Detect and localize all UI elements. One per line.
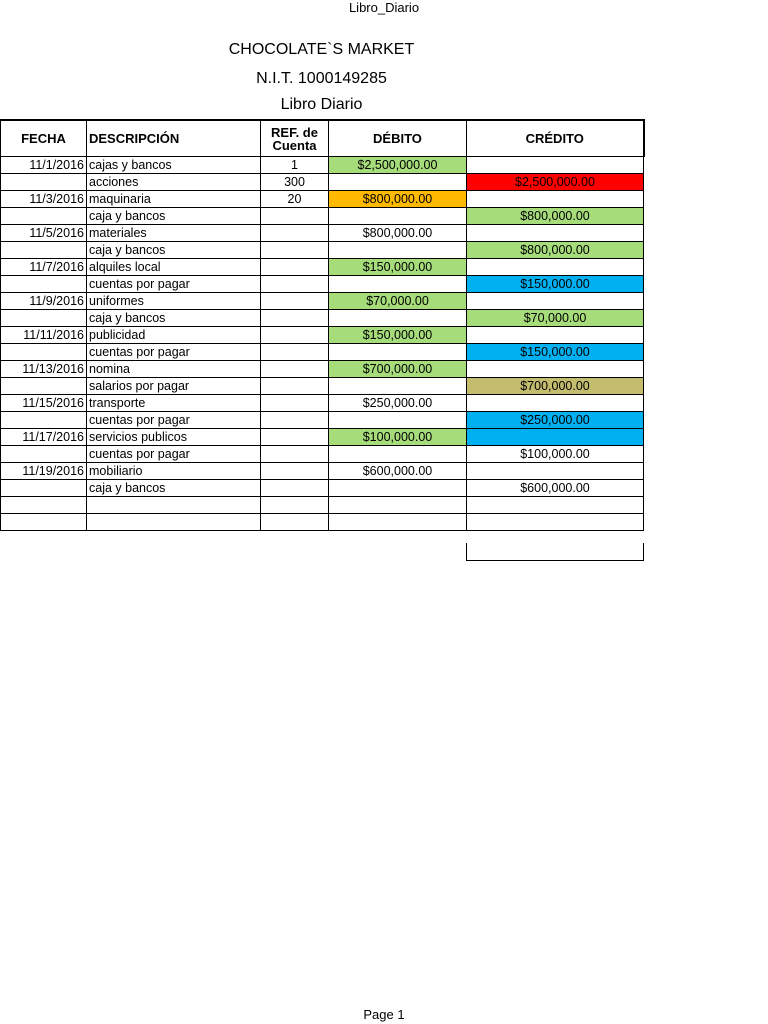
cell-fecha xyxy=(1,514,87,531)
table-row xyxy=(1,395,644,412)
cell-descripcion: cuentas por pagar xyxy=(87,344,261,361)
cell-credito: $150,000.00 xyxy=(467,276,644,293)
journal-table xyxy=(0,119,645,531)
cell-descripcion: cajas y bancos xyxy=(87,157,261,174)
header-ref-line2: Cuenta xyxy=(272,137,317,153)
cell-fecha: 11/17/2016 xyxy=(1,429,87,446)
cell-ref xyxy=(261,242,329,259)
cell-credito xyxy=(467,293,644,310)
cell-fecha: 11/1/2016 xyxy=(1,157,87,174)
table-row xyxy=(1,242,644,259)
cell-debito xyxy=(329,412,467,429)
cell-fecha xyxy=(1,480,87,497)
cell-debito: $150,000.00 xyxy=(329,327,467,344)
cell-descripcion: cuentas por pagar xyxy=(87,446,261,463)
cell-ref xyxy=(261,514,329,531)
cell-credito xyxy=(467,497,644,514)
cell-credito xyxy=(467,395,644,412)
cell-debito xyxy=(329,208,467,225)
cell-credito xyxy=(467,514,644,531)
cell-descripcion: maquinaria xyxy=(87,191,261,208)
cell-fecha: 11/3/2016 xyxy=(1,191,87,208)
table-row xyxy=(1,276,644,293)
cell-descripcion xyxy=(87,514,261,531)
cell-debito xyxy=(329,174,467,191)
cell-credito xyxy=(467,429,644,446)
header-ref-cuenta xyxy=(261,120,329,157)
cell-debito xyxy=(329,446,467,463)
table-row xyxy=(1,480,644,497)
cell-credito: $2,500,000.00 xyxy=(467,174,644,191)
cell-ref xyxy=(261,378,329,395)
cell-ref xyxy=(261,225,329,242)
cell-descripcion: alquiles local xyxy=(87,259,261,276)
cell-fecha xyxy=(1,344,87,361)
cell-descripcion: publicidad xyxy=(87,327,261,344)
table-row xyxy=(1,463,644,480)
table-row xyxy=(1,327,644,344)
cell-debito xyxy=(329,514,467,531)
cell-ref xyxy=(261,463,329,480)
cell-ref xyxy=(261,259,329,276)
cell-debito xyxy=(329,378,467,395)
cell-credito xyxy=(467,157,644,174)
cell-fecha xyxy=(1,378,87,395)
company-nit: N.I.T. 1000149285 xyxy=(256,70,387,87)
cell-credito xyxy=(467,361,644,378)
cell-descripcion xyxy=(87,497,261,514)
cell-credito: $250,000.00 xyxy=(467,412,644,429)
table-row xyxy=(1,497,644,514)
header-ref-line1: REF. de xyxy=(271,124,318,140)
cell-debito xyxy=(329,344,467,361)
cell-descripcion: cuentas por pagar xyxy=(87,412,261,429)
cell-ref xyxy=(261,446,329,463)
cell-fecha: 11/13/2016 xyxy=(1,361,87,378)
cell-ref: 1 xyxy=(261,157,329,174)
cell-fecha: 11/19/2016 xyxy=(1,463,87,480)
cell-debito: $70,000.00 xyxy=(329,293,467,310)
cell-credito: $70,000.00 xyxy=(467,310,644,327)
cell-descripcion: acciones xyxy=(87,174,261,191)
page-footer: Page 1 xyxy=(363,1007,405,1022)
cell-ref xyxy=(261,429,329,446)
cell-debito: $250,000.00 xyxy=(329,395,467,412)
cell-descripcion: caja y bancos xyxy=(87,242,261,259)
cell-ref xyxy=(261,310,329,327)
cell-credito xyxy=(467,463,644,480)
cell-ref xyxy=(261,395,329,412)
cell-fecha xyxy=(1,412,87,429)
header-row xyxy=(1,120,644,157)
cell-credito: $700,000.00 xyxy=(467,378,644,395)
cell-ref xyxy=(261,361,329,378)
cell-debito xyxy=(329,480,467,497)
table-row xyxy=(1,446,644,463)
company-name: CHOCOLATE`S MARKET xyxy=(228,41,415,58)
table-row xyxy=(1,412,644,429)
cell-ref xyxy=(261,276,329,293)
table-row xyxy=(1,310,644,327)
cell-fecha: 11/9/2016 xyxy=(1,293,87,310)
table-row xyxy=(1,344,644,361)
cell-fecha xyxy=(1,446,87,463)
cell-descripcion: materiales xyxy=(87,225,261,242)
cell-descripcion: uniformes xyxy=(87,293,261,310)
cell-fecha xyxy=(1,497,87,514)
table-row xyxy=(1,361,644,378)
cell-credito: $600,000.00 xyxy=(467,480,644,497)
header-descripcion: DESCRIPCIÓN xyxy=(87,120,261,157)
cell-debito: $600,000.00 xyxy=(329,463,467,480)
cell-descripcion: caja y bancos xyxy=(87,208,261,225)
table-row xyxy=(1,191,644,208)
cell-fecha: 11/11/2016 xyxy=(1,327,87,344)
cell-debito: $800,000.00 xyxy=(329,191,467,208)
cell-credito xyxy=(467,225,644,242)
cell-debito xyxy=(329,310,467,327)
cell-ref xyxy=(261,412,329,429)
cell-credito: $100,000.00 xyxy=(467,446,644,463)
extra-empty-cell xyxy=(466,543,644,561)
table-row xyxy=(1,514,644,531)
cell-debito xyxy=(329,497,467,514)
cell-fecha xyxy=(1,310,87,327)
table-row xyxy=(1,378,644,395)
cell-ref xyxy=(261,480,329,497)
header-fecha: FECHA xyxy=(1,120,87,157)
table-row xyxy=(1,293,644,310)
cell-credito xyxy=(467,327,644,344)
cell-fecha: 11/15/2016 xyxy=(1,395,87,412)
cell-fecha xyxy=(1,208,87,225)
cell-fecha: 11/5/2016 xyxy=(1,225,87,242)
cell-ref: 20 xyxy=(261,191,329,208)
table-row xyxy=(1,259,644,276)
cell-fecha: 11/7/2016 xyxy=(1,259,87,276)
cell-descripcion: mobiliario xyxy=(87,463,261,480)
cell-descripcion: caja y bancos xyxy=(87,480,261,497)
cell-credito: $800,000.00 xyxy=(467,208,644,225)
header-credito: CRÉDITO xyxy=(467,120,644,157)
cell-ref xyxy=(261,327,329,344)
cell-descripcion: transporte xyxy=(87,395,261,412)
cell-credito: $150,000.00 xyxy=(467,344,644,361)
cell-ref xyxy=(261,344,329,361)
cell-debito: $150,000.00 xyxy=(329,259,467,276)
page-title: Libro Diario xyxy=(280,96,363,113)
cell-ref xyxy=(261,497,329,514)
table-row xyxy=(1,174,644,191)
cell-credito xyxy=(467,259,644,276)
cell-debito: $2,500,000.00 xyxy=(329,157,467,174)
cell-descripcion: caja y bancos xyxy=(87,310,261,327)
table-row xyxy=(1,157,644,174)
header-debito: DÉBITO xyxy=(329,120,467,157)
cell-debito: $100,000.00 xyxy=(329,429,467,446)
cell-descripcion: servicios publicos xyxy=(87,429,261,446)
cell-descripcion: nomina xyxy=(87,361,261,378)
cell-credito: $800,000.00 xyxy=(467,242,644,259)
table-row xyxy=(1,429,644,446)
table-row xyxy=(1,208,644,225)
cell-debito xyxy=(329,276,467,293)
cell-fecha xyxy=(1,276,87,293)
journal-body xyxy=(1,157,644,531)
cell-debito: $700,000.00 xyxy=(329,361,467,378)
table-row xyxy=(1,225,644,242)
cell-debito xyxy=(329,242,467,259)
cell-debito: $800,000.00 xyxy=(329,225,467,242)
cell-fecha xyxy=(1,242,87,259)
sheet-name: Libro_Diario xyxy=(348,0,420,15)
cell-descripcion: cuentas por pagar xyxy=(87,276,261,293)
cell-ref: 300 xyxy=(261,174,329,191)
cell-ref xyxy=(261,293,329,310)
cell-descripcion: salarios por pagar xyxy=(87,378,261,395)
cell-credito xyxy=(467,191,644,208)
cell-fecha xyxy=(1,174,87,191)
cell-ref xyxy=(261,208,329,225)
